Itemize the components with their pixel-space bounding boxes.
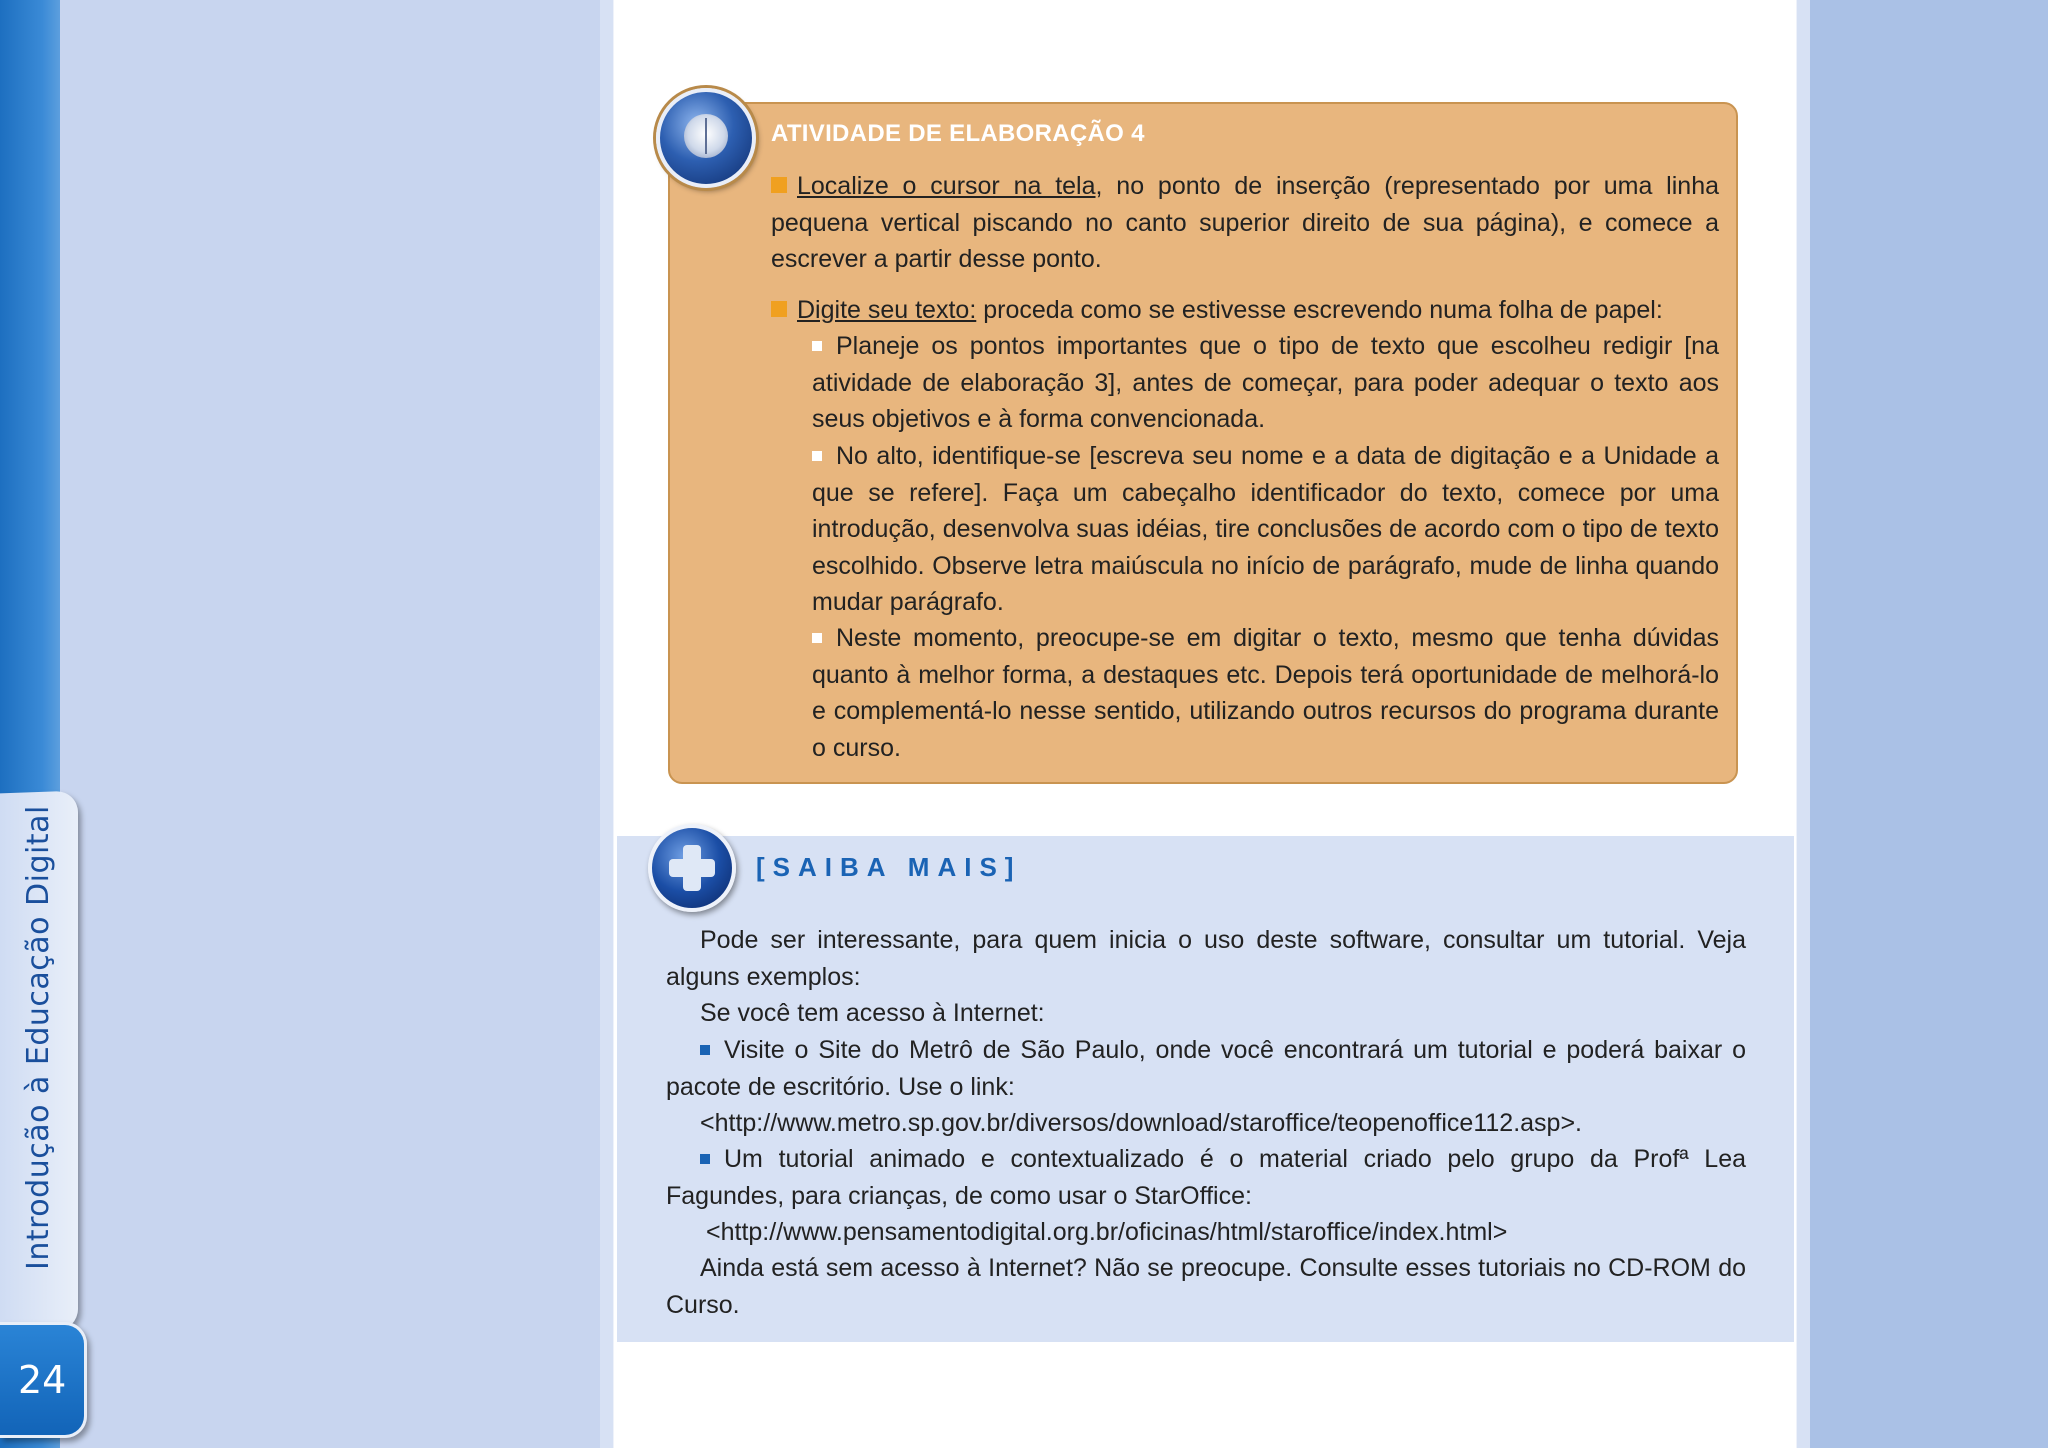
activity-item-1 bbox=[771, 168, 1719, 278]
bullet-small-icon bbox=[812, 341, 822, 351]
activity-subitem-2 bbox=[812, 438, 1719, 621]
activity-item-2-text: proceda como se estivesse escrevendo numa folha de papel: bbox=[976, 296, 1663, 324]
saiba-mais-title: [SAIBA MAIS] bbox=[756, 852, 1022, 882]
activity-item-2-link: Digite seu texto: bbox=[797, 296, 977, 324]
saiba-bullet-1 bbox=[666, 1032, 1746, 1105]
bullet-blue-icon bbox=[700, 1045, 710, 1055]
activity-subitem-3-text: Neste momento, preocupe-se em digitar o texto, mesmo que tenha dúvidas quanto à melhor forma, a destaques etc. Depois terá oportunidade de melhorá-lo e complementá-lo nesse sentido, utilizando outros recursos do programa durante o curso. bbox=[812, 624, 1719, 762]
bullet-square-icon bbox=[771, 301, 787, 317]
activity-subitem-1 bbox=[812, 328, 1719, 438]
activity-subitem-3 bbox=[812, 620, 1719, 766]
brain-icon bbox=[656, 88, 756, 188]
saiba-link-1-text[interactable]: <http://www.metro.sp.gov.br/diversos/download/staroffice/teopenoffice112.asp>. bbox=[700, 1109, 1582, 1137]
saiba-link-1[interactable] bbox=[666, 1105, 1746, 1142]
bullet-small-icon bbox=[812, 451, 822, 461]
bullet-blue-icon bbox=[700, 1154, 710, 1164]
left-page-margin bbox=[60, 0, 600, 1448]
activity-subitem-2-text: No alto, identifique-se [escreva seu nome e a data de digitação e a Unidade a que se refere]. Faça um cabeçalho identificador do texto, comece por uma introdução, desenvolva suas idéias, tire conclusões de acordo com o tipo de texto escolhido. Observe letra maiúscula no início de parágrafo, mude de linha quando mudar parágrafo. bbox=[812, 442, 1719, 616]
saiba-paragraph-3-text: Ainda está sem acesso à Internet? Não se preocupe. Consulte esses tutoriais no CD-ROM do Curso. bbox=[666, 1254, 1746, 1319]
page-number: 24 bbox=[18, 1358, 67, 1402]
saiba-paragraph-1 bbox=[666, 922, 1746, 995]
saiba-paragraph-1-text: Pode ser interessante, para quem inicia o uso deste software, consultar um tutorial. Veja alguns exemplos: bbox=[666, 926, 1746, 991]
saiba-link-2[interactable] bbox=[666, 1214, 1746, 1251]
activity-item-2 bbox=[771, 292, 1719, 329]
saiba-paragraph-2 bbox=[666, 995, 1746, 1032]
saiba-bullet-2-text: Um tutorial animado e contextualizado é o material criado pelo grupo da Profª Lea Fagundes, para crianças, de como usar o StarOffice: bbox=[666, 1145, 1746, 1210]
book-title-vertical: Introdução à Educação Digital bbox=[21, 805, 56, 1270]
plus-icon bbox=[648, 824, 736, 912]
activity-subitem-1-text: Planeje os pontos importantes que o tipo de texto que escolheu redigir [na atividade de elaboração 3], antes de começar, para poder adequar o texto aos seus objetivos e à forma convencionada. bbox=[812, 332, 1719, 433]
activity-title: ATIVIDADE DE ELABORAÇÃO 4 bbox=[771, 120, 1145, 147]
saiba-bullet-1-text: Visite o Site do Metrô de São Paulo, onde você encontrará um tutorial e poderá baixar o pacote de escritório. Use o link: bbox=[666, 1036, 1746, 1101]
activity-item-1-text: , no ponto de inserção (representado por uma linha pequena vertical piscando no canto superior direito de sua página), e comece a escrever a partir desse ponto. bbox=[771, 172, 1719, 273]
activity-item-1-link: Localize o cursor na tela bbox=[797, 172, 1096, 200]
saiba-paragraph-2-text: Se você tem acesso à Internet: bbox=[700, 999, 1045, 1027]
saiba-paragraph-3 bbox=[666, 1250, 1746, 1323]
saiba-bullet-2 bbox=[666, 1141, 1746, 1214]
right-page-margin bbox=[1810, 0, 2048, 1448]
bullet-small-icon bbox=[812, 633, 822, 643]
bullet-square-icon bbox=[771, 177, 787, 193]
saiba-link-2-text[interactable]: <http://www.pensamentodigital.org.br/oficinas/html/staroffice/index.html> bbox=[706, 1218, 1508, 1246]
